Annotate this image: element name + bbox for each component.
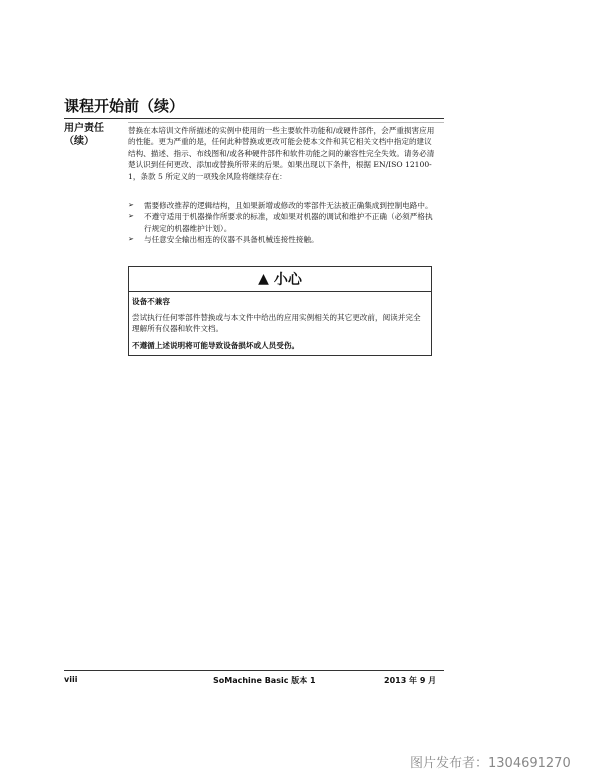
caution-consequence: 不遵循上述说明将可能导致设备损坏或人员受伤。 [132, 340, 300, 350]
page-heading: 课程开始前（续） [64, 97, 185, 115]
footer-product: SoMachine Basic 版本 1 [213, 676, 316, 685]
section-label-line-1: 用户责任 [64, 123, 104, 134]
section-label-line-2: （续） [64, 136, 94, 147]
caution-header [129, 267, 431, 292]
bullet-arrow-icon: ➢ [128, 201, 134, 209]
bullet-arrow-icon: ➢ [128, 235, 134, 244]
footer-page-number: viii [64, 675, 78, 684]
caution-header-label: 小心 [273, 272, 302, 288]
bullet-arrow-icon: ➢ [128, 212, 134, 221]
list-item [128, 234, 438, 245]
caution-box [128, 266, 432, 356]
condition-list [128, 200, 438, 246]
list-item-text: 不遵守适用于机器操作所要求的标准，或如果对机器的调试和维护不正确（必须严格执行规定的机器维护计划）。 [144, 212, 433, 233]
list-item [128, 211, 438, 234]
list-item-text: 与任意安全输出相连的仪器不具备机械连接性接触。 [144, 235, 319, 245]
footer-date: 2013 年 9 月 [384, 676, 437, 685]
section-body-text: 替换在本培训文件所描述的实例中使用的一些主要软件功能和/或硬件部件，会严重损害应用的性能。更为严重的是，任何此种替换或更改可能会使本文件和其它相关文档中指定的建议结构、描述、指示、布线图和/或各种硬件部件和软件功能之间的兼容性完全失效。请务必清楚认识到任何更改、添加或替换所带来的后果。如果出现以下条件，根据 EN/ISO 12100-1，条款 5 所定义的一项残余风险将继续存在： [128, 126, 435, 181]
caution-text: 尝试执行任何零部件替换或与本文件中给出的应用实例相关的其它更改前，阅读并完全理解所有仪器和软件文档。 [132, 313, 421, 334]
section-label [64, 122, 120, 148]
list-item [128, 200, 438, 211]
list-item-text: 需要修改推荐的逻辑结构，且如果新增或修改的零部件无法被正确集成到控制电路中。 [144, 201, 433, 210]
heading-divider [64, 118, 444, 119]
publisher-watermark: 图片发布者：1304691270 [410, 756, 571, 771]
section-divider [128, 122, 444, 123]
caution-title: 设备不兼容 [132, 297, 170, 306]
caution-body [129, 292, 431, 355]
footer-divider [64, 670, 444, 671]
warning-triangle-icon: ▲ [258, 271, 269, 287]
